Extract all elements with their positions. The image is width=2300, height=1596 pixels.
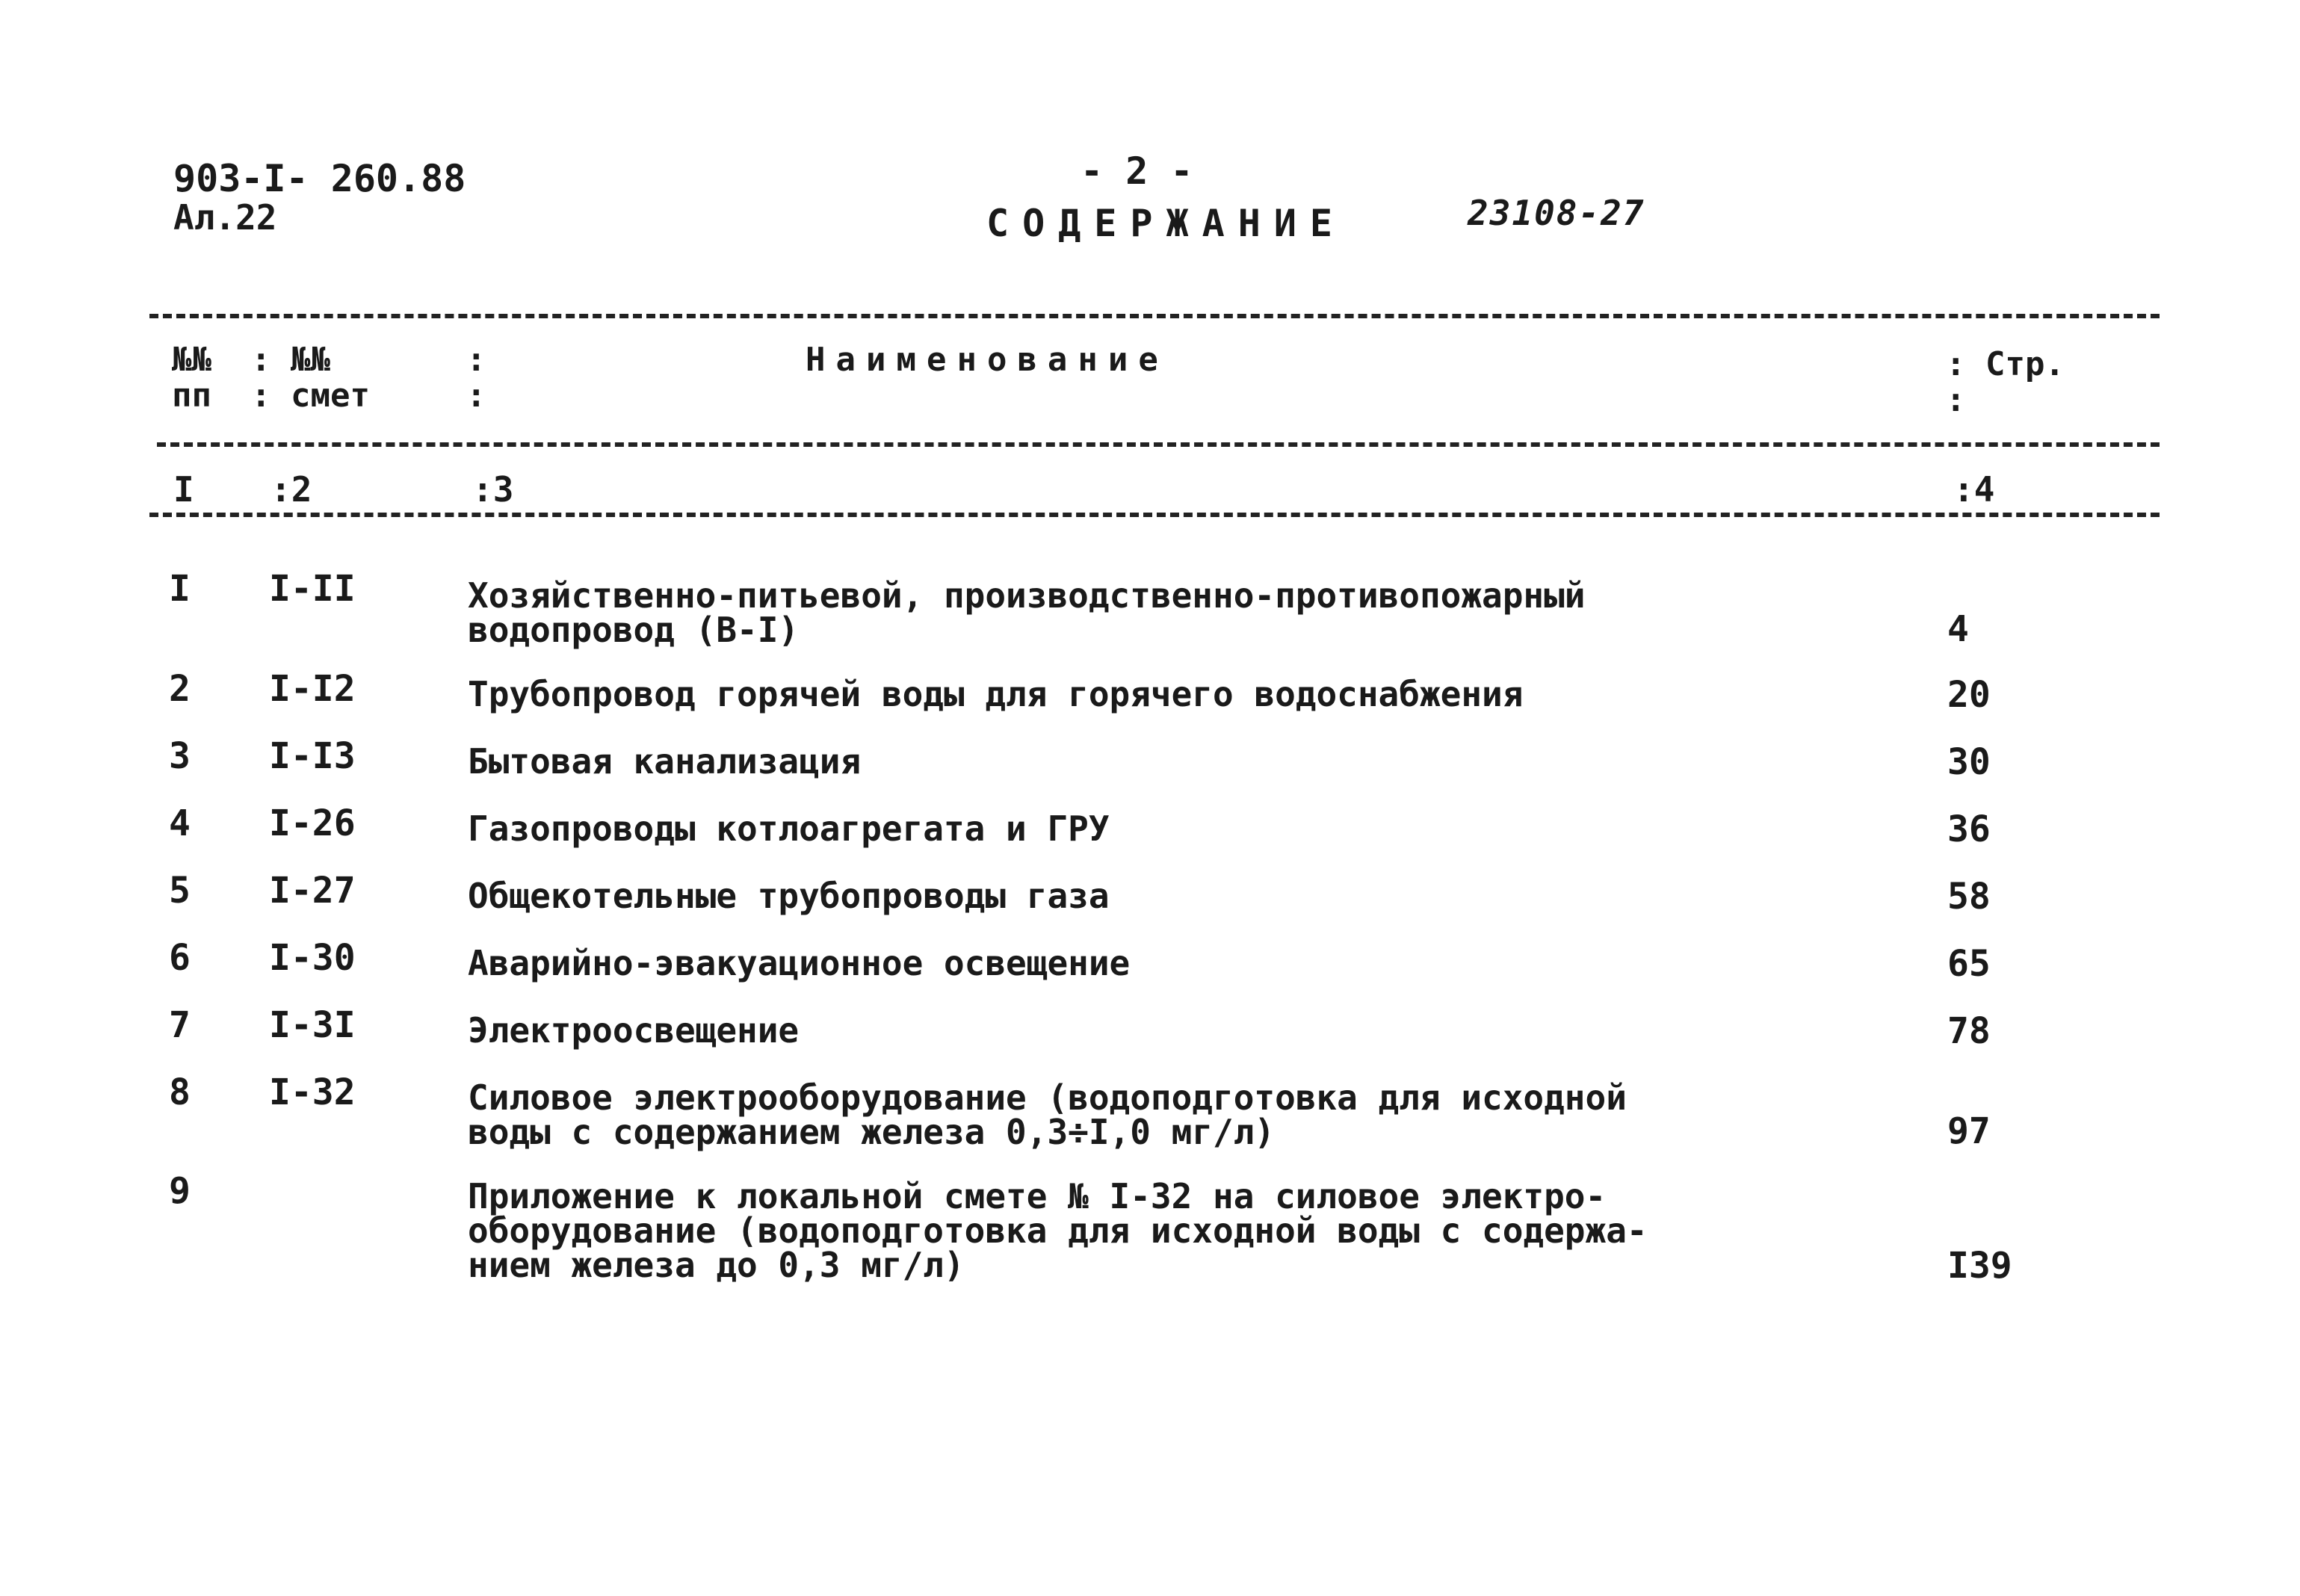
page-ref: 4 — [1947, 608, 1969, 650]
document-code: 903-I- 260.88 — [173, 157, 466, 200]
table-top-rule — [149, 314, 2160, 318]
page-ref: 30 — [1947, 741, 1991, 783]
column-header-number-line1: №№ — [172, 341, 211, 379]
section-name: Трубопровод горячей воды для горячего водоснабжения — [468, 674, 1524, 714]
estimate-code: I-32 — [269, 1071, 356, 1113]
document-title: СОДЕРЖАНИЕ — [986, 202, 1347, 245]
column-header-estimate-line2: : смет — [251, 377, 370, 415]
page-number: - 2 - — [1081, 149, 1193, 193]
column-header-page-label: : Стр. — [1946, 345, 2065, 383]
page-ref: I39 — [1947, 1245, 2012, 1287]
inventory-stamp: 23108-27 — [1468, 193, 1645, 233]
row-number: 7 — [169, 1004, 191, 1046]
row-number: 3 — [169, 735, 191, 777]
column-header-name: Наименование — [806, 341, 1169, 379]
section-name: Силовое электрооборудование (водоподготовка для исходной воды с содержанием железа 0,3÷I,0 мг/л) — [468, 1077, 1627, 1152]
section-name: Приложение к локальной смете № I-32 на силовое электро- оборудование (водоподготовка для исходной воды с содержа- нием железа до 0,3 мг/л) — [468, 1176, 1648, 1285]
estimate-code: I-27 — [269, 870, 356, 912]
column-index-4: :4 — [1953, 469, 1995, 510]
page-ref: 78 — [1947, 1010, 1991, 1052]
column-header-page — [1946, 347, 2065, 418]
album-number: Ал.22 — [173, 197, 277, 238]
page-ref: 36 — [1947, 808, 1991, 850]
column-header-estimate — [251, 342, 370, 414]
row-number: 6 — [169, 937, 191, 979]
estimate-code: I-I3 — [269, 735, 356, 777]
section-name: Электроосвещение — [468, 1010, 800, 1051]
page-ref: 58 — [1947, 876, 1991, 918]
estimate-code: I-3I — [269, 1004, 356, 1046]
header-bottom-rule — [157, 442, 2160, 447]
row-number: 9 — [169, 1170, 191, 1212]
row-number: 8 — [169, 1071, 191, 1113]
row-number: 4 — [169, 802, 191, 844]
column-header-page-colon: : — [1946, 381, 1966, 419]
column-header-number-line2: пп — [172, 377, 211, 415]
column-index-3: :3 — [472, 469, 514, 510]
column-index-1: I — [173, 469, 194, 510]
estimate-code: I-26 — [269, 802, 356, 844]
row-number: 5 — [169, 870, 191, 912]
section-name: Общекотельные трубопроводы газа — [468, 876, 1110, 916]
estimate-code: I-30 — [269, 937, 356, 979]
column-separator: : : — [466, 341, 486, 415]
page-ref: 20 — [1947, 674, 1991, 716]
index-row-rule — [149, 513, 2160, 517]
page-ref: 65 — [1947, 943, 1991, 985]
row-number: I — [169, 568, 191, 610]
estimate-code: I-I2 — [269, 668, 356, 710]
page-ref: 97 — [1947, 1110, 1991, 1152]
section-name: Бытовая канализация — [468, 741, 862, 782]
column-index-2: :2 — [271, 469, 312, 510]
section-name: Хозяйственно-питьевой, производственно-противопожарный водопровод (В-I) — [468, 575, 1586, 650]
column-header-estimate-line1: : №№ — [251, 341, 330, 379]
estimate-code: I-II — [269, 568, 356, 610]
section-name: Газопроводы котлоагрегата и ГРУ — [468, 808, 1110, 849]
column-header-number — [172, 342, 211, 414]
row-number: 2 — [169, 668, 191, 710]
section-name: Аварийно-эвакуационное освещение — [468, 943, 1131, 983]
